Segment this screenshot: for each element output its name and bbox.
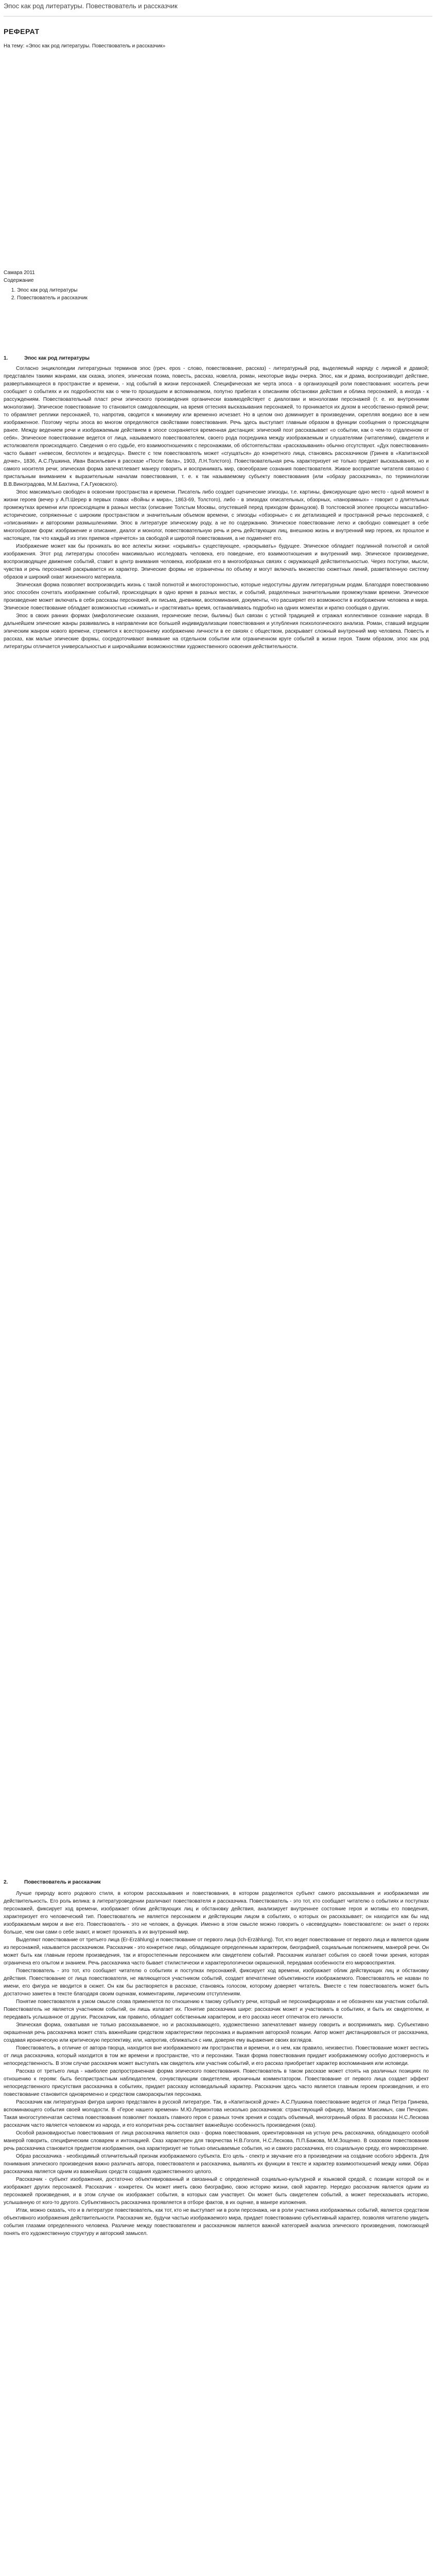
paragraph: Рассказ от третьего лица - наиболее распространенная форма эпического повествования. Повествователь в таком рассказе может стоять на различных позициях по отношению к героям: быть беспристрастным наблюдателем, сочувствующим свидетелем, ироничным комментатором. Повествование от первого лица создает эффект непосредственного присутствия рассказчика в событиях, придает рассказу исповедальный характер. Рассказчик здесь часто является главным героем произведения, и его повествование становится одновременно и средством самораскрытия персонажа.	[4, 2069, 429, 2097]
toc-item: 1. Эпос как род литературы	[17, 286, 88, 294]
paragraph: Эпос максимально свободен в освоении пространства и времени. Писатель либо создает сценические эпизоды, т.е. картины, фиксирующие одно место - одной момент в жизни героев (вечер у А.П.Шерер в первых главах «Войны и мира», 1863-69, Толстого), либо - в эпизодах описательных, обзорных, «панорамных» - говорит о длительных промежутках времени или происходящем в разных местах (описание Толстым Москвы, опустевшей перед приходом французов). В толстовской эпопее процессы масштабно-исторические, сопряженные с широким пространством и значительным объемом времени, с эпизоды «обзорные» с их детализацией и пространной речью персонажей, с «описаниями» и авторскими размышлениями. Эпос в литературе эпическому роду, а не по содержанию. Эпическое повествование легко и свободно совмещает в себе многообразие форм: изображение и описание, диалог и монолог, повествовательную речь и речь действующих лиц, внешнюю жизнь и внутренний мир героев, их прошлое и настоящее, так что каждый из этих приемов «прячется» за свободой и широтой повествования, а не подменяет его.	[4, 489, 429, 541]
paragraph: Согласно энциклопедии литературных терминов эпос (греч. epos - слово, повествование, рассказ) - литературный род, выделяемый наряду с лирикой и драмой; представлен такими жанрами, как сказка, эпопея, эпическая поэма, повесть, рассказ, новелла, роман, некоторые виды очерка. Эпос, как и драма, воспроизводит действие, развертывающееся в пространстве и времени, - ход событий в жизни персонажей. Специфическая же черта эпоса - в организующей роли повествования: носитель речи сообщает о событиях и их подробностях как о чем-то прошедшем и вспоминаемом, попутно прибегая к описаниям обстановки действия и облика персонажей, а иногда - к рассуждениям. Повествовательный пласт речи эпического произведения органически взаимодействует с диалогами и монологами персонажей (т. е. их внутренними монологами). Эпическое повествование то становится самодовлеющим, на время оттесняя высказывания персонажей, то проникается их духом в несобственно-прямой речи; то обрамляет реплики персонажей, то, напротив, сводится к минимуму или временно исчезает. Но в целом оно доминирует в произведении, скрепляя воедино все в нем изображенное. Поэтому черты эпоса во многом определяются свойствами повествования. Речь здесь выступает главным образом в функции сообщения о происходящем ранее. Между ведением речи и изображаемым действием в эпосе сохраняется временная дистанция: эпический поэт рассказывает «о событии, как о чем-то отдаленном от себя». Эпическое повествование ведется от лица, называемого повествователем, своего рода посредника между изображаемым и слушателями (читателями), свидетеля и истолкователя происходящего. Сведения о его судьбе, его взаимоотношениях с персонажами, об обстоятельствах «рассказывания» обычно отсутствуют. «Дух повествования» часто бывает «невесом, бесплотен и вездесущ». Вместе с тем повествователь может «сгущаться» до конкретного лица, становясь рассказчиком (Гринев в «Капитанской дочке», 1836, А.С.Пушкина, Иван Васильевич в рассказе «После бала», 1903, Л.Н.Толстого). Повествовательная речь характеризует не только предмет высказывания, но и самого носителя речи; эпическая форма запечатлевает манеру говорить и воспринимать мир, своеобразие сознания повествователя. Живое восприятие читателя связано с пристальным вниманием к выразительным началам повествования, т. е. к так называемому субъекту повествования (или «образу рассказчика», по терминологии В.В.Виноградова, М.М.Бахтина, Г.А.Гуковского).	[4, 366, 429, 487]
paragraph: Повествователь, в отличие от автора-творца, находится вне изображаемого им пространства и времени, и о нем, как правило, неизвестно. Повествование может вестись от лица рассказчика, который находится в том же времени и пространстве, что и персонажи. Такая форма повествования придает изображаемому особую достоверность и непосредственность. В этом случае рассказчик может выступать как свидетель или участник событий, и его рассказ приобретает характер воспоминания или исповеди.	[4, 2045, 429, 2066]
section-body	[4, 1890, 429, 2238]
paragraph: Лучше природу всего родового стиля, в котором рассказывания и повествования, в котором разделяются субъект самого рассказывания и изображаемая им действительность. Его роль велика: в литературоведении различают повествователя и рассказчика. Повествователь - это тот, кто сообщает читателю о событиях и поступках персонажей, фиксирует ход времени, изображает облик действующих лиц и обстановку действия, анализирует внутреннее состояние героя и мотивы его поведения, характеризует его человеческий тип. Повествователь не является персонажем и действующим лицом в событиях, о которых он рассказывает; он находится как бы над изображаемым миром и вне его. Повествователь - это не человек, а функция. Именно в этом смысле можно говорить о «всеведущем» повествователе: он знает о героях больше, чем они сами о себе знают, и может проникать в их внутренний мир.	[4, 1891, 429, 1935]
section-heading	[4, 1878, 101, 1886]
paragraph: Понятие повествователя в узком смысле слова применяется по отношению к такому субъекту речи, который не персонифицирован и не обозначен как участник событий. Повествователь не является участником событий, он лишь излагает их. Понятие рассказчика шире: рассказчик может и участвовать в событиях, и быть их свидетелем, и передавать услышанное от других. Рассказчик, как правило, обладает собственным характером, и его рассказ несет отпечаток его личности.	[4, 1999, 429, 2020]
toc-item: 2. Повествователь и рассказчик	[17, 294, 88, 302]
document-type-label: РЕФЕРАТ	[4, 27, 40, 36]
page-title: Эпос как род литературы. Повествователь и рассказчик	[4, 0, 432, 16]
contents-title: Содержание	[4, 278, 34, 283]
section-heading	[4, 354, 90, 362]
paragraph: Эпическая форма, охватывая не только рассказываемое, но и рассказывающего, художественно запечатлевает манеру говорить и воспринимать мир. Субъективно окрашенная речь рассказчика может стать важнейшим средством характеристики персонажа и выражения авторской позиции. Автор может дистанцироваться от рассказчика, создавая ироническую или критическую перспективу, или, напротив, сближаться с ним, доверяя ему выражение своих взглядов.	[4, 2022, 429, 2043]
paragraph: Выделяют повествование от третьего лица (Er-Erzählung) и повествование от первого лица (Ich-Erzählung). Тот, кто ведет повествование от первого лица и является одним из персонажей, называется рассказчиком. Рассказчик - это конкретное лицо, обладающее определенным характером, биографией, социальным положением, манерой речи. Он может быть как главным героем произведения, так и второстепенным персонажем или свидетелем событий. Рассказчик излагает события со своей точки зрения, которая ограничена его опытом и знанием. Речь рассказчика часто бывает стилистически и характерологически окрашенной, передавая особенности его мировосприятия.	[4, 1937, 429, 1966]
paragraph: Рассказчик как литературная фигура широко представлен в русской литературе. Так, в «Капитанской дочке» А.С.Пушкина повествование ведется от лица Петра Гринева, вспоминающего события своей молодости. В «Герое нашего времени» М.Ю.Лермонтова несколько рассказчиков: странствующий офицер, Максим Максимыч, сам Печорин. Такая многоступенчатая система повествования позволяет показать главного героя с разных точек зрения и создать объемный, многогранный образ. В рассказах Н.С.Лескова рассказчик часто является человеком из народа, и его колоритная речь составляет важнейшую особенность произведения (сказ).	[4, 2099, 429, 2128]
section-title: Эпос как род литературы	[24, 355, 90, 361]
city-year: Самара 2011	[4, 270, 35, 276]
paragraph: Эпос в своих ранних формах (мифологические сказания, героические песни, былины) был связан с устной традицией и отражал коллективное сознание народа. В дальнейшем эпические жанры развивались в направлении все большей индивидуализации повествования и углубления психологического анализа. Роман, ставший ведущим эпическим жанром нового времени, стремится к всестороннему изображению личности в ее связях с обществом, раскрывает сложный внутренний мир человека. Повесть и рассказ, как малые эпические формы, сосредоточивают внимание на отдельном событии или ограниченном круге событий в жизни героя. Таким образом, эпос как род литературы отличается универсальностью и широчайшими возможностями художественного освоения действительности.	[4, 613, 429, 650]
section-number: 2.	[4, 1879, 8, 1885]
paragraph: Образ рассказчика - необходимый отличительный признак изображаемого субъекта. Его цель - спектр и звучание его в произведении на создание особого эффекта. Для понимания эпического произведения важно различать автора, повествователя и рассказчика, выявлять их функции в тексте и характер взаимоотношений между ними. Образ рассказчика является одним из важнейших средств создания художественного целого.	[4, 2154, 429, 2175]
section-title: Повествователь и рассказчик	[24, 1879, 101, 1885]
table-of-contents	[4, 286, 88, 302]
paragraph: Изображение может как бы проникать во все аспекты жизни: «скрывать» существующее, «раскрывать» будущее. Эпическое обладает подлинной полнотой и силой изображения. Этот род литературы способен максимально исследовать человека, его поведение, его взаимоотношения и внутренний мир. Эпическое произведение, воспроизводящее движение событий, ставит в центр внимания человека, изображая его в многообразных связях с окружающей действительностью. Через поступки, мысли, чувства и речь персонажей раскрывается их характер. Эпические формы не ограничены по объему и могут включать множество сюжетных линий, разветвленную систему образов и широкий охват жизненного материала.	[4, 544, 429, 580]
document-topic: На тему: «Эпос как род литературы. Повествователь и рассказчик»	[4, 43, 166, 49]
paragraph: Повествователь - это тот, кто сообщает читателю о событиях и поступках персонажей, фиксирует ход времени, изображает облик действующих лиц и обстановку действия. Повествование от лица повествователя, не являющегося участником событий, создает впечатление объективности изображаемого. Повествователь не назван по имени, его фигура не вводится в сюжет. Он как бы растворяется в рассказе, становясь голосом, которому доверяет читатель. Вместе с тем повествователь может быть достаточно заметен в тексте благодаря своим оценкам, комментариям, лирическим отступлениям.	[4, 1968, 429, 1997]
section-body	[4, 365, 429, 651]
paragraph: Рассказчик - субъект изображения, достаточно объективированный и связанный с определенной социально-культурной и языковой средой, с позиции которой он и изображает других персонажей. Рассказчик - конкретен. Он может иметь свою биографию, свою историю жизни, свой характер. Нередко рассказчик является одним из персонажей произведения, и в этом случае он изображает события, в которых сам участвует. Он может быть свидетелем событий, а может пересказывать историю, услышанную от кого-то другого. Субъективность рассказчика проявляется в отборе фактов, в их оценке, в манере изложения.	[4, 2177, 429, 2206]
paragraph: Особой разновидностью повествования от лица рассказчика является сказ - форма повествования, ориентированная на устную речь рассказчика, обладающего особой манерой говорить, специфическим словарем и интонацией. Сказ характерен для творчества Н.В.Гоголя, Н.С.Лескова, П.П.Бажова, М.М.Зощенко. В сказовом повествовании речь рассказчика становится предметом изображения, она характеризует не только описываемые события, но и самого рассказчика, его социальную среду, его мировоззрение.	[4, 2130, 429, 2151]
paragraph: Эпическая форма позволяет воспроизводить жизнь с такой полнотой и многосторонностью, которые недоступны другим литературным родам. Благодаря повествованию эпос способен сочетать изображение событий, происходящих в одно время в разных местах, и событий, разделенных значительными промежутками времени. Эпическое произведение может включать в себя рассказы персонажей, их письма, дневники, воспоминания, документы, что расширяет его возможности в изображении человека и мира. Эпическое повествование обладает возможностью «сжимать» и «растягивать» время, останавливаясь подробно на одних моментах и кратко сообщая о других.	[4, 582, 429, 611]
section-number: 1.	[4, 355, 8, 361]
paragraph: Итак, можно сказать, что и в литературе повествователь, как тот, кто не выступает ни в роли персонажа, ни в роли участника изображаемых событий, является средством объективного изображения действительности. Рассказчик же, будучи частью изображаемого мира, придает повествованию субъективный характер, позволяя читателю увидеть события глазами определенного человека. Различие между повествователем и рассказчиком является важной категорией анализа эпического произведения, помогающей понять его художественную структуру и авторский замысел.	[4, 2208, 429, 2236]
